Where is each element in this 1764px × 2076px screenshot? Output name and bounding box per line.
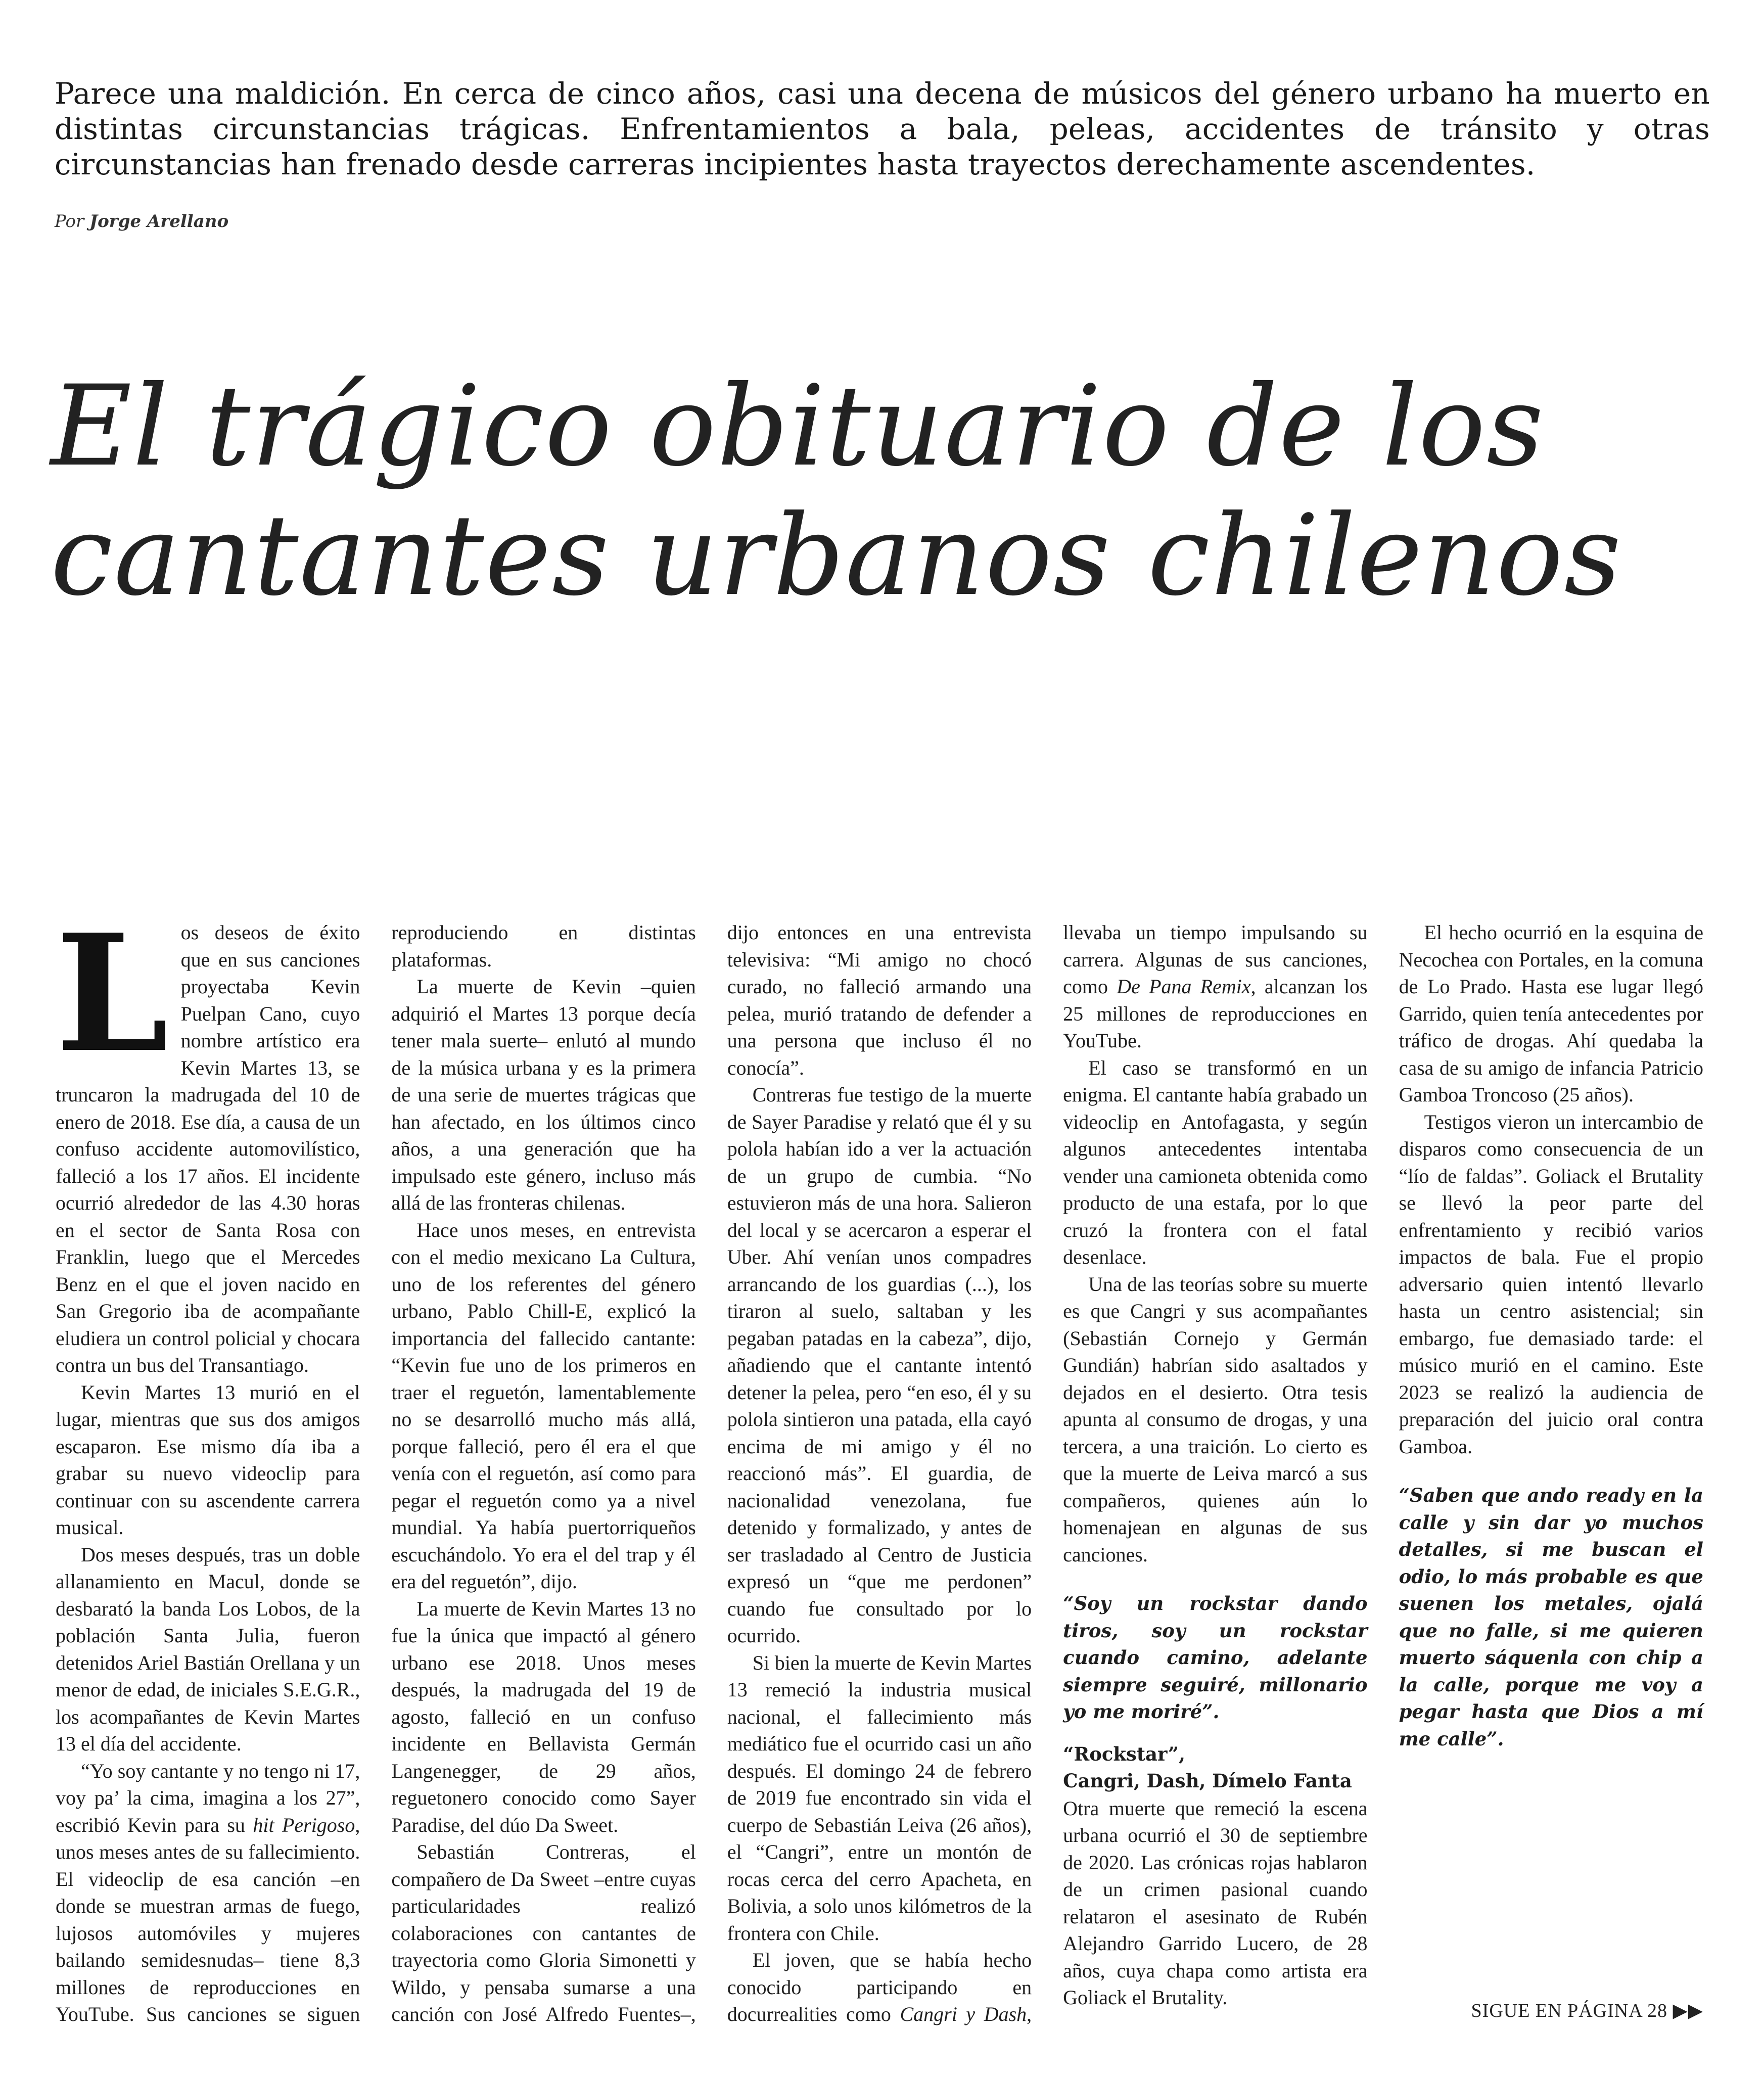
article-body <box>56 899 1703 2041</box>
body-paragraph: El hecho ocurrió en la esquina de Necochea con Portales, en la comuna de Lo Prado. Hasta ese lugar llegó Garrido, quien tenía antecedentes por tráfico de drogas. Ahí quedaba la casa de su amigo de infancia Patricio Gamboa Troncoso (25 años). <box>1399 921 1703 1106</box>
show-title: Cangri y Dash <box>900 2003 1027 2025</box>
drop-cap: L <box>56 899 169 1088</box>
byline <box>55 211 228 232</box>
body-paragraph: Otra muerte que remeció la escena urbana ocurrió el 30 de septiembre de 2020. Las crónicas rojas hablaron de un crimen pasional cuando relataron el asesinato de Rubén Alejandro Garrido Lucero, de 28 años, cuya chapa como artista era Goliack el Brutality. <box>1063 1796 1368 2009</box>
text-run: “Yo soy cantante y no tengo ni 17, voy pa’ la cima, imagina a los 27”, escribió Kevin para su <box>56 1759 360 1836</box>
text-run: El joven, que se había hecho conocido participando en docurrealities como <box>727 1949 1032 2025</box>
pull-quote-artist: Cangri, Dash, Dímelo Fanta <box>1063 1770 1352 1792</box>
body-paragraph: Testigos vieron un intercambio de disparos como consecuencia de un “lío de faldas”. Goliack el Brutality se llevó la peor parte del enfrentamiento y recibió varios impactos de bala. Fue el propio adversario quien intentó llevarlo hasta un centro asistencial; sin embargo, fue demasiado tarde: el músico murió en el camino. Este 2023 se realizó la audiencia de preparación del juicio oral contra Gamboa. <box>1399 1110 1703 1458</box>
byline-prefix: Por <box>55 211 84 232</box>
pull-quote-rockstar: “Soy un rockstar dando tiros, soy un rockstar cuando camino, adelante siempre seguiré, millonario yo me moriré”. <box>1063 1592 1368 1723</box>
headline-line-2: cantantes urbanos chilenos <box>51 491 1622 620</box>
song-title: De Pana Remix <box>1117 975 1251 998</box>
continued-on-page: SIGUE EN PÁGINA 28 ▶▶ <box>1471 2000 1703 2021</box>
song-title: hit Perigoso <box>253 1813 355 1836</box>
pull-quote-goliack: “Saben que ando ready en la calle y sin dar yo muchos detalles, si me buscan el odio, lo más probable es que suenen los metales, ojalá que no falle, si me quieren muerto sáquenla con chip a la calle, porque me voy a pegar hasta que Dios a mí me calle”. <box>1399 1484 1703 1750</box>
lede-paragraph: Parece una maldición. En cerca de cinco años, casi una decena de músicos del género urbano ha muerto en distintas circunstancias trágicas. Enfrentamientos a bala, peleas, accidentes de tránsito y otras circunstancias han frenado desde carreras incipientes hasta trayectos derechamente ascendentes. <box>55 76 1710 181</box>
body-paragraph: El caso se transformó en un enigma. El cantante había grabado un videoclip en Antofagasta, y según algunos antecedentes intentaba vender una camioneta obtenida como producto de una estafa, por lo que cruzó la frontera con el fatal desenlace. <box>1063 1056 1368 1268</box>
headline-line-1: El trágico obituario de los <box>51 361 1545 491</box>
body-paragraph: Dos meses después, tras un doble allanamiento en Macul, donde se desbarató la banda Los Lobos, de la población Santa Julia, fueron detenidos Ariel Bastián Orellana y un menor de edad, de iniciales S.E.G.R., los acompañantes de Kevin Martes 13 el día del accidente. <box>56 1543 360 1755</box>
body-paragraph: Contreras fue testigo de la muerte de Sayer Paradise y relató que él y su polola habían ido a ver la actuación de un grupo de cumbia. “No estuvieron más de una hora. Salieron del local y se acercaron a esperar el Uber. Ahí venían unos compadres arrancando de los guardias (...), los tiraron al suelo, saltaban y les pegaban patadas en la cabeza”, dijo, añadiendo que el cantante intentó detener la pelea, pero “en eso, él y su polola sintieron una patada, ella cayó encima de mi amigo y él no reaccionó más”. El guardia, de nacionalidad venezolana, fue detenido y formalizado, y antes de ser trasladado al Centro de Justicia expresó un “que me perdonen” cuando fue consultado por lo ocurrido. <box>727 1083 1032 1647</box>
text-run: , alcanzan los 25 millones de reproducciones en YouTube. <box>1063 975 1368 1052</box>
text-run: , unos meses antes de su fallecimiento. El videoclip de esa canción –en donde se muestran armas de fuego, lujosos automóviles y mujeres bailando semidesnudas– tiene 8,3 millones de reproducciones en YouTube. Sus canciones se siguen reproduciendo en distintas plataformas. <box>56 921 696 2025</box>
body-paragraph: Sebastián Contreras, el compañero de Da Sweet –entre cuyas particularidades realizó colaboraciones con cantantes de trayectoria como Gloria Simonetti y Wildo, y pensaba sumarse a una canción con José Alfredo Fuentes–, dijo entonces en una entrevista televisiva: “Mi amigo no chocó curado, no falleció armando una pelea, murió tratando de defender a una persona que incluso él no conocía”. <box>391 921 1032 2025</box>
body-paragraph: La muerte de Kevin –quien adquirió el Martes 13 porque decía tener mala suerte– enlutó al mundo de la música urbana y es la primera de una serie de muertes trágicas que han afectado, en los últimos cinco años, a una generación que ha impulsado este género, incluso más allá de las fronteras chilenas. <box>391 975 696 1214</box>
body-paragraph: Kevin Martes 13 murió en el lugar, mientras que sus dos amigos escaparon. Ese mismo día iba a grabar su nuevo videoclip para continuar con su ascendente carrera musical. <box>56 1380 360 1539</box>
body-paragraph: Si bien la muerte de Kevin Martes 13 remeció la industria musical nacional, el fallecimiento más mediático fue el ocurrido casi un año después. El domingo 24 de febrero de 2019 fue encontrado sin vida el cuerpo de Sebastián Leiva (26 años), el “Cangri”, entre un montón de rocas cerca del cerro Apacheta, en Bolivia, a solo unos kilómetros de la frontera con Chile. <box>727 1651 1032 1945</box>
text-run: , llevaba un tiempo impulsando su carrera. Algunas de sus canciones, como <box>1027 921 1368 2025</box>
byline-author: Jorge Arellano <box>89 211 229 232</box>
body-paragraph: Hace unos meses, en entrevista con el medio mexicano La Cultura, uno de los referentes del género urbano, Pablo Chill-E, explicó la importancia del fallecido cantante: “Kevin fue uno de los primeros en traer el reguetón, lamentablemente no se desarrolló mucho más allá, porque falleció, pero él era el que venía con el reguetón, así como para pegar el reguetón como ya a nivel mundial. Ya había puertorriqueños escuchándolo. Yo era el del trap y él era del reguetón”, dijo. <box>391 1218 696 1593</box>
body-paragraph-1-text: os deseos de éxito que en sus canciones proyectaba Kevin Puelpan Cano, cuyo nombre artístico era Kevin Martes 13, se truncaron la madrugada del 10 de enero de 2018. Ese día, a causa de un confuso accidente automovilístico, falleció a los 17 años. El incidente ocurrió alrededor de las 4.30 horas en el sector de Santa Rosa con Franklin, luego que el Mercedes Benz en el que el joven nacido en San Gregorio iba de acompañante eludiera un control policial y chocara contra un bus del Transantiago. <box>56 921 360 1376</box>
body-paragraph: La muerte de Kevin Martes 13 no fue la única que impactó al género urbano ese 2018. Unos meses después, la madrugada del 19 de agosto, falleció en un confuso incidente en Bellavista Germán Langenegger, de 29 años, reguetonero conocido como Sayer Paradise, del dúo Da Sweet. <box>391 1597 696 1836</box>
body-paragraph-1 <box>56 899 360 1379</box>
body-paragraph: Una de las teorías sobre su muerte es que Cangri y sus acompañantes (Sebastián Cornejo y Germán Gundián) habrían sido asaltados y dejados en el desierto. Otra tesis apunta al consumo de drogas, y una tercera, a una traición. Lo cierto es que la muerte de Leiva marcó a sus compañeros, quienes aún lo homenajean en algunas de sus canciones. <box>1063 1272 1368 1566</box>
headline <box>51 361 1719 620</box>
pull-quote-song: “Rockstar”, <box>1063 1742 1185 1765</box>
